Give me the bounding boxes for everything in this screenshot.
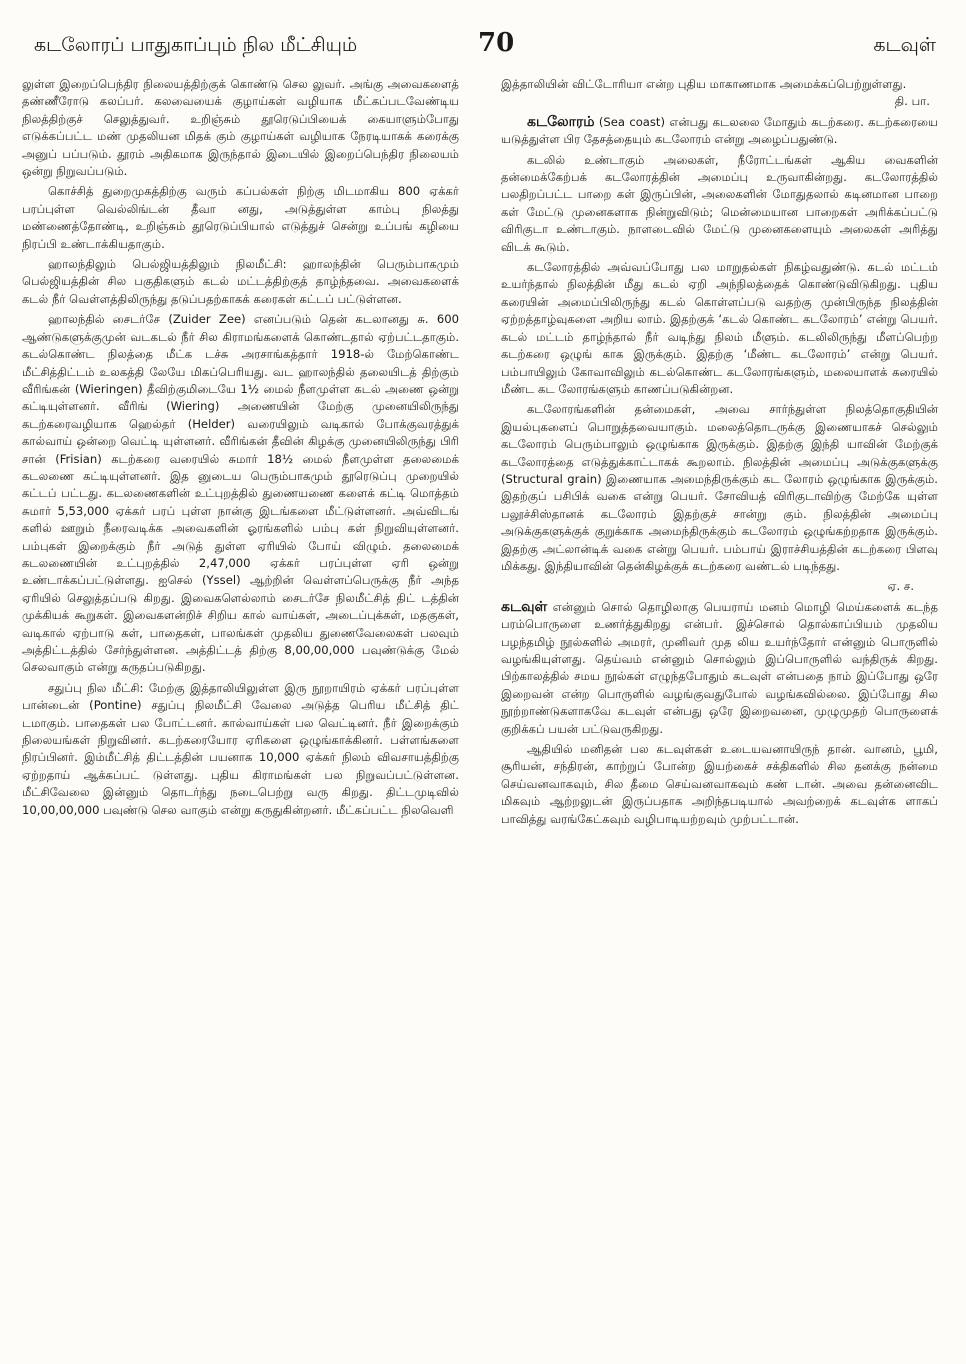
paragraph: ஆதியில் மனிதன் பல கடவுள்கள் உடையவனாயிருந் தான். வானம், பூமி, சூரியன், சந்திரன், காற்றுப் போன்ற இயற்கைச் சக்திகளில் சில தனக்கு நன்மை செய்வனவாகவும், சில தீமை செய்வனவாகவும் கண் டான். அவை தன்னைவிட மிகவும் ஆற்றலுடன் இருப்பதாக அறிந்தபடியால் அவற்றைக் கடவுள்க ளாகப் பாவித்து வரங்கேட்கவும் வழிபாடியற்றவும் முற்பட்டான்.	[501, 742, 938, 826]
author-initials: தி. பா.	[894, 94, 930, 109]
page-number: 70	[478, 28, 515, 58]
paragraph: லுள்ள இறைப்பெந்திர நிலையத்திற்குக் கொண்டு செல லுவர். அங்கு அவைகளைத் தண்ணீரோடு கலப்பர். கலவையைக் குழாய்கள் வழியாக மீட்கப்படவேண்டிய நிலத்திற்குச் செலுத்துவர். உறிஞ்சும் தூரெடுப்பியைக் கையாளும்போது எடுக்கப்பட்ட மண் முதலியன மிதக் கும் குழாய்கள் வழியாக நேரடியாகக் கரைக்கு அனுப் பப்படும். தூரம் அதிகமாக இருந்தால் இடையில் இறைப்பெந்திர நிலையம் ஒன்று நிறுவப்படும்.	[22, 77, 459, 179]
left-column	[22, 76, 459, 1346]
entry-kadavul	[501, 599, 938, 738]
right-column	[501, 76, 938, 1346]
continuation-text: இத்தாலியின் விட்டோரியா என்ற புதிய மாகாணமாக அமைக்கப்பெற்றுள்ளது.	[501, 77, 907, 91]
paragraph	[501, 76, 938, 111]
entry-kadalooram	[501, 114, 938, 149]
entry-headword: கடலோரம்	[527, 113, 595, 130]
entry-text: என்னும் சொல் தொழிலாகு பெயராய் மனம் மொழி மெய்களைக் கடந்த பரம்பொருளை உணர்த்துகிறது என்பர். இச்சொல் தொல்காப்பியம் முதலிய பழந்தமிழ் நூல்களில் அமரர், முனிவர் முத லிய உயர்ந்தோர் என்னும் பொருளில் வழங்கியுள்ளது. தெய்வம் என்னும் சொல்லும் இப்பொருளில் வந்திருக் கிறது. பிற்காலத்தில் சமய நூல்கள் எழுந்தபோதும் கடவுள் என்பதை நாம் இப்போது ஒரே இறைவன் என்ற பொருளில் வழங்குவதுபோல் வழங்கவில்லை. இப்போது சில நூற்றாண்டுகளாகவே கடவுள் என்பது ஒரே இறைவனை, முழுமுதற் பொருளைக் குறிக்கப் பயன் பட்டுவருகிறது.	[501, 599, 938, 736]
author-initials: ஏ. ச.	[887, 579, 914, 594]
running-title-left: கடலோரப் பாதுகாப்பும் நில மீட்சியும்	[34, 34, 358, 56]
paragraph: கடலோரத்தில் அவ்வப்போது பல மாறுதல்கள் நிகழ்வதுண்டு. கடல் மட்டம் உயர்ந்தால் நிலத்தின் மீது கடல் ஏறி அந்நிலத்தைக் கொண்டுவிடுகிறது. புதிய கரையின் அமைப்பிலிருந்து கடல் கொள்ளப்படு வதற்கு முன்பிருந்த நிலத்தின் ஏற்றத்தாழ்வுகளை அறிய லாம். இதற்குக் ‘கடல் கொண்ட கடலோரம்’ என்று பெயர். கடல் மட்டம் தாழ்ந்தால் நீர் வடிந்து நிலம் மீளும். கடலிலிருந்து மீளப்பெற்ற கடற்கரை ஒழுங் காக இருக்கும். இதற்கு ‘மீண்ட கடலோரம்’ என்று பெயர். பம்பாயிலும் கோவாவிலும் கடல்கொண்ட கடலோரங்களும், மலையாளக் கரையில் மீண்ட கட லோரங்களும் காணப்படுகின்றன.	[501, 260, 938, 396]
paragraph: கடலில் உண்டாகும் அலைகள், நீரோட்டங்கள் ஆகிய வைகளின் தன்மைக்கேற்பக் கடலோரத்தின் அமைப்பு உருவாகின்றது. கடலோரத்தில் பலதிறப்பட்ட பாறை கள் இருப்பின், அலைகளின் மோதுதலால் கடினமான பாறை கள் மேட்டு முனைகளாக நின்றுவிடும்; மென்மையான பாறைகள் அரிக்கப்பட்டு விரிகுடா உண்டாகும். நாளடைவில் மேட்டு முனைகளையும் அலைகள் அரித்து விடக் கூடும்.	[501, 152, 938, 254]
entry-headword: கடவுள்	[501, 598, 548, 615]
page-header	[34, 28, 936, 64]
paragraph: சதுப்பு நில மீட்சி: மேற்கு இத்தாலியிலுள்ள இரு நூறாயிரம் ஏக்கர் பரப்புள்ள பான்டைன் (Pontine) சதுப்பு நிலமீட்சி வேலை அடுத்த பெரிய மீட்சித் திட் டமாகும். பாதைகள் பல போட்டனர். கால்வாய்கள் பல வெட்டினர். நீர் இறைக்கும் நிலையங்கள் நிறுவினர். கடற்கரையோர ஏரிகளை ஒழுங்காக்கினர். பள்ளங்களை நிரப்பினர். இம்மீட்சித் திட்டத்தின் பயனாக 10,000 ஏக்கர் நிலம் விவசாயத்திற்கு ஏற்றதாய் ஆக்கப்பட் டுள்ளது. புதிய கிராமங்கள் பல நிறுவப்பட்டுள்ளன. மீட்சிவேலை இன்னும் தொடர்ந்து நடைபெற்று வரு கிறது. திட்டமுடிவில் 10,00,00,000 பவுண்டு செல வாகும் என்று கருதுகின்றனர். மீட்கப்பட்ட நிலவெளி	[22, 680, 459, 817]
paragraph: ஹாலந்திலும் பெல்ஜியத்திலும் நிலமீட்சி: ஹாலந்தின் பெரும்பாகமும் பெல்ஜியத்தின் சில பகுதிகளும் கடல் மட்டத்திற்குத் தாழ்ந்தவை. அவைகளைக் கடல் நீர் வெள்ளத்திலிருந்து தடுப்பதற்காகக் கரைகள் கட்டப் பட்டுள்ளன.	[22, 257, 459, 306]
running-title-right: கடவுள்	[873, 34, 936, 56]
entry-text: (Sea coast) என்பது கடலலை மோதும் கடற்கரை. கடற்கரையை யடுத்துள்ள பிர தேசத்தையும் கடலோரம் என்று அழைப்பதுண்டு.	[501, 114, 938, 147]
paragraph: கொச்சித் துறைமுகத்திற்கு வரும் கப்பல்கள் நிற்கு மிடமாகிய 800 ஏக்கர் பரப்புள்ள வெல்லிங்டன் தீவா னது, அடுத்துள்ள காம்பு நிலத்து மண்ணைத்தோண்டி, உறிஞ்சும் தூரெடுப்பியால் எடுத்துச் சென்று உப்பங் கழியை நிரப்பி உண்டாக்கியதாகும்.	[22, 184, 459, 251]
paragraph: ஹாலந்தில் சைடர்சே (Zuider Zee) எனப்படும் தென் கடலானது சு. 600 ஆண்டுகளுக்குமுன் வடகடல் நீர் சில கிராமங்களைக் கொண்டதால் ஏற்பட்டதாகும். கடல்கொண்ட நிலத்தை மீட்க டச்சு அரசாங்கத்தார் 1918-ல் மேற்கொண்ட மீட்சித்திட்டம் உலகத்தி லேயே மிகப்பெரியது. வட ஹாலந்தில் தலையிடத் திற்கும் வீரிங்கன் (Wieringen) தீவிற்குமிடையே 1½ மைல் நீளமுள்ள கடல் அணை ஒன்று கட்டியுள்ளனர். வீரிங் (Wiering) அணையின் மேற்கு முனையிலிருந்து கடற்கரைவழியாக ஹெல்தர் (Helder) வரையிலும் வடிகால் போக்குவரத்துக் கால்வாய் ஒன்றை வெட்டி யுள்ளனர். வீரிங்கன் தீவின் கிழக்கு முனையிலிருந்து பிரி சான் (Frisian) கடற்கரை வரையில் சுமார் 18½ மைல் நீளமுள்ள தலைமைக் கடலணை கட்டியுள்ளனர். இத னுடைய பெரும்பாகமும் தூரெடுப்பு முறையில் கட்டப் பட்டது. கடலணைகளின் உட்புறத்தில் துணையணை களைக் கட்டி மொத்தம் சுமார் 5,53,000 ஏக்கர் பரப் புள்ள நான்கு இடங்களை மீட்டுள்ளனர். அவ்விடங் களில் ஊறும் நீரைவடிக்க அவைகளின் ஓரங்களில் பம்பு கள் நிறுவியுள்ளனர். பம்புகள் இறைக்கும் நீர் அடுத் துள்ள ஏரியில் போய் விழும். தலைமைக் கடலணையின் உட்புறத்தில் 2,47,000 ஏக்கர் பரப்புள்ள ஏரி ஒன்று உண்டாக்கப்பட்டுள்ளது. ஐசெல் (Yssel) ஆற்றின் வெள்ளப்பெருக்கு நீர் அந்த ஏரியில் செலுத்தப்படு கிறது. இவைகளெல்லாம் சைடர்சே நிலமீட்சித் திட் டத்தின் முக்கியக் கூறுகள். இவைகளன்றிச் சிறிய கால் வாய்கள், அடைப்புக்கள், மதகுகள், வடிகால் ஏற்பாடு கள், பாதைகள், பாலங்கள் முதலிய துணைவேலைகள் பலவும் அத்திட்டத்தில் சேர்ந்துள்ளன. அத்திட்டத் திற்கு 8,00,00,000 பவுண்டுக்கு மேல் செலவாகும் என்று கருதப்படுகிறது.	[22, 312, 459, 675]
paragraph: கடலோரங்களின் தன்மைகள், அவை சார்ந்துள்ள நிலத்தொகுதியின் இயல்புகளைப் பொறுத்தவையாகும். மலைத்தொடருக்கு இணையாகச் செல்லும் கடலோரம் பெரும்பாலும் ஒழுங்காக இருக்கும். இதற்கு இந்தி யாவின் மேற்குக் கடலோரத்தை எடுத்துக்காட்டாகக் கூறலாம். நிலத்தின் அமைப்பு அடுக்குகளுக்கு (Structural grain) இணையாக அமைந்திருக்கும் கட லோரம் ஒழுங்காக இருக்கும். இதற்குப் பசிபிக் வகை என்று பெயர். சோவியத் விரிகுடாவிற்கு மேற்கே யுள்ள பலூச்சிஸ்தானக் கடலோரம் இதற்குச் சான்று கும். நிலத்தின் அமைப்பு அடுக்குகளுக்குக் குறுக்காக அமைந்திருக்கும் கடலோரம் ஒழுங்கற்றதாக இருக்கும். இதற்கு அட்லான்டிக் வகை என்று பெயர். பம்பாய் இராச்சியத்தின் கடற்கரை பிளவு மிக்கது. இந்தியாவின் தென்கிழக்குக் கடற்கரை வண்டல் படிந்தது.	[501, 402, 938, 573]
